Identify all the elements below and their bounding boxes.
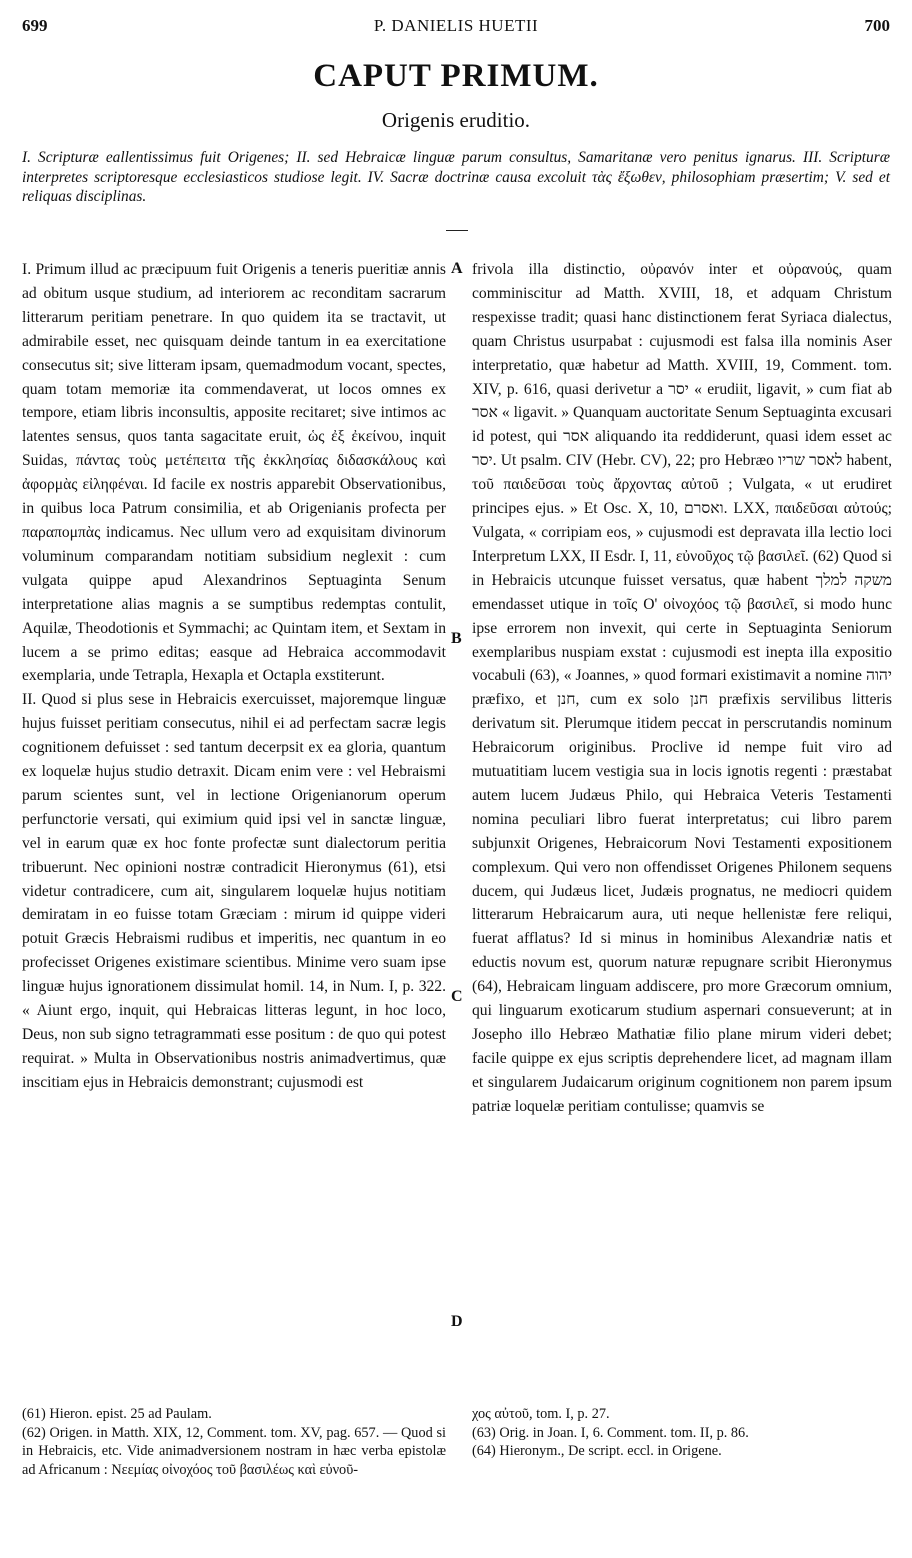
- margin-marker-c: C: [451, 988, 463, 1005]
- footnote: (62) Origen. in Matth. XIX, 12, Comment. tom. XV, pag. 657. — Quod si in Hebraicis, etc. Vide animadversionem nostram in hæc verba epistolæ ad Africanum : Νεεμίας οἰνοχόος τοῦ βασιλέως καὶ εὐνοῦ-: [22, 1424, 446, 1478]
- margin-marker-a: A: [451, 260, 463, 277]
- footnotes-right: [472, 1405, 892, 1461]
- right-column: [472, 258, 892, 1119]
- footnote: (64) Hieronym., De script. eccl. in Origene.: [472, 1443, 722, 1459]
- margin-marker-d: D: [451, 1313, 463, 1330]
- paragraph-2: II. Quod si plus sese in Hebraicis exercuisset, majoremque linguæ hujus fuisset peritiam consecutus, nihil ei ad perfectam sacræ legis cognitionem defuisset : sed tantum decerpsit ex ea gloria, quantum ex loquelæ hujus studio detraxit. Dicam enim vere : vel Hebraismi parum scientes sunt, vel in lectione Origenianorum operum perfunctorie versati, qui eximium quid ipsi vel in sanctæ linguæ, vel in earum quæ ex hoc fonte profectæ sunt dialectorum peritia tribuerunt. Nec opinioni nostræ contradicit Hieronymus (61), etsi videtur contradicere, cum ait, singularem loquelæ hujus notitiam demiratam in eo fuisse totam Græciam : mirum id quippe videri potuit Græcis Hebraismi rudibus et imperitis, nec quantum in eo profecisset Origenes existimare scientibus. Minime vero suam ipse linguæ hujus ignorationem dissimulat homil. 14, in Num. I, p. 322. « Aiunt ergo, inquit, qui Hebraicas litteras legunt, in hoc loco, Deus, non sub signo tetragrammati esse positum : de quo qui potest requirat. » Multa in Observationibus nostris animadvertimus, quæ inscitiam ejus in Hebraicis demonstrant; cujusmodi est: [22, 691, 446, 1091]
- chapter-subtitle: Origenis eruditio.: [381, 108, 531, 132]
- footnote: (61) Hieron. epist. 25 ad Paulam.: [22, 1406, 212, 1422]
- footnote: χος αὐτοῦ, tom. I, p. 27.: [472, 1406, 610, 1422]
- footnotes-left: [22, 1405, 446, 1479]
- left-column: [22, 258, 446, 1095]
- paragraph-1: I. Primum illud ac præcipuum fuit Origenis a teneris pueritiæ annis ad obitum usque studium, ad interiorem ac reconditam sacrarum litterarum peritiam penetrare. In quo quidem ita se tractavit, ut admirabile esset, nec quisquam deinde tantum in ea exercitatione consecutus sit; sive litteram ipsam, quemadmodum vocant, spectes, quam totam memoriæ ita commendaverat, ut locos omnes ex tempore, etiam libris inconsultis, apposite recitaret; sive intimos ac latentes sensus, quos tanta sagacitate eruit, ὡς ἐξ ἐκείνου, inquit Suidas, πάντας τοὺς μετέπειτα τῆς ἐκκλησίας διδασκάλους καὶ ἀφορμὰς εἰληφέναι. Id facile ex nostris apparebit Observationibus, in quibus loca Patrum consimilia, et ab Origenianis profecta per παραπομπὰς indicamus. Nec ullum vero ad exquisitam divinorum voluminum comparandam notitiam subsidium neglexit : cum vulgata quippe apud Alexandrinos Septuaginta Senum interpretatione alias magnis a se sumptibus redemptas contulit, Aquilæ, Theodotionis et Symmachi; ac Quintam item, et Sextam in lucem a se primo editas; easque ad Hebraica accommodavit exemplaria, unde Tetrapla, Hexapla et Octapla exstiterunt.: [22, 261, 446, 685]
- page-number-right: 700: [864, 16, 890, 35]
- footnote: (63) Orig. in Joan. I, 6. Comment. tom. II, p. 86.: [472, 1424, 749, 1441]
- running-title: P. DANIELIS HUETII: [373, 16, 539, 35]
- chapter-title: CAPUT PRIMUM.: [313, 58, 599, 94]
- page-number-left: 699: [22, 16, 48, 35]
- section-divider: [446, 230, 468, 231]
- paragraph-continued: frivola illa distinctio, οὐρανόν inter et οὐρανούς, quam comminiscitur ad Matth. XVIII, 18, et adquam Christum respexisse tradit; quasi hanc distinctionem ferat Syriaca dialectus, quam Christus usurpabat : cujusmodi est falsa illa nominis Aser interpretatio, quæ habetur ad Matth. XVIII, 19, Comment. tom. XIV, p. 616, quasi derivetur a יסר « erudiit, ligavit, » cum fiat ab אסר « ligavit. » Quanquam auctoritate Senum Septuaginta excusari id potest, qui אסר aliquando ita reddiderunt, quasi idem esset ac יסר. Ut psalm. CIV (Hebr. CV), 22; pro Hebræo לאסר שריו habent, τοῦ παιδεῦσαι τοὺς ἄρχοντας αὐτοῦ ; Vulgata, « ut erudiret principes ejus. » Et Osc. X, 10, ואסרם. LXX, παιδεῦσαι αὐτούς; Vulgata, « corripiam eos, » cujusmodi est depravata illa lectio loci Interpretum LXX, II Esdr. I, 11, εὐνοῦχος τῷ βασιλεῖ. (62) Quod si in Hebraicis utcunque fuisset versatus, quæ habent משקה למלך emendasset utique in τοῖς Ο' οἰνοχόος τῷ βασιλεῖ, si modo hunc ipse errorem non invexit, qui certe in Septuaginta Seniorum exemplaribus nuspiam exstat : cujusmodi est inepta illa expositio vocabuli (63), « Joannes, » quod formari existimavit a nomine יהוה præfixo, et חנן, cum ex solo חנן præfixis servilibus litteris derivatum sit. Plerumque itidem peccat in perscrutandis nominum Hebraicorum originibus. Proclive id nempe fuit viro ad mutuatitiam lucem vestigia sua in locis ignotis regenti : præstabat autem lucem Judæus Philo, qui Hebraica Veteris Testamenti nomina peculiari libro fuerat interpretatus; cui libro parem subjunxit Origenes, Hebraicorum Novi Testamenti expositionem complexum. Qui vero non offendisset Origenes Philonem sequens ducem, qui Judæus licet, Judæis prognatus, ne mediocri quidem litterarum Hebraicarum aura, uti neque hellenistæ fere reliqui, fuerat afflatus? Id si minus in hominibus Alexandriæ natis et eductis novum est, quorum naturæ repugnare scribit Hieronymus (64), Hebraicam linguam addiscere, pro more Græcorum omnium, qui linguarum exoticarum studium aspernari consueverunt; at in Josepho illo Hebræo Mathatiæ filio plane mirum videri debet; facile quippe ex ejus scriptis deprehendere licet, ad magnam illam et singularem Judaicarum originum cognitionem non parem ipsum patriæ loquelæ peritiam contulisse; quamvis se: [472, 261, 892, 1115]
- running-header: [22, 16, 890, 40]
- margin-marker-b: B: [451, 630, 462, 647]
- chapter-summary: I. Scripturæ eallentissimus fuit Origenes; II. sed Hebraicæ linguæ parum consultus, Samaritanæ vero penitus ignarus. III. Scripturæ interpretes scriptoresque ecclesiasticos studiose legit. IV. Sacræ doctrinæ causa excoluit τὰς ἔξωθεν, philosophiam præsertim; V. sed et reliquas disciplinas.: [22, 149, 890, 205]
